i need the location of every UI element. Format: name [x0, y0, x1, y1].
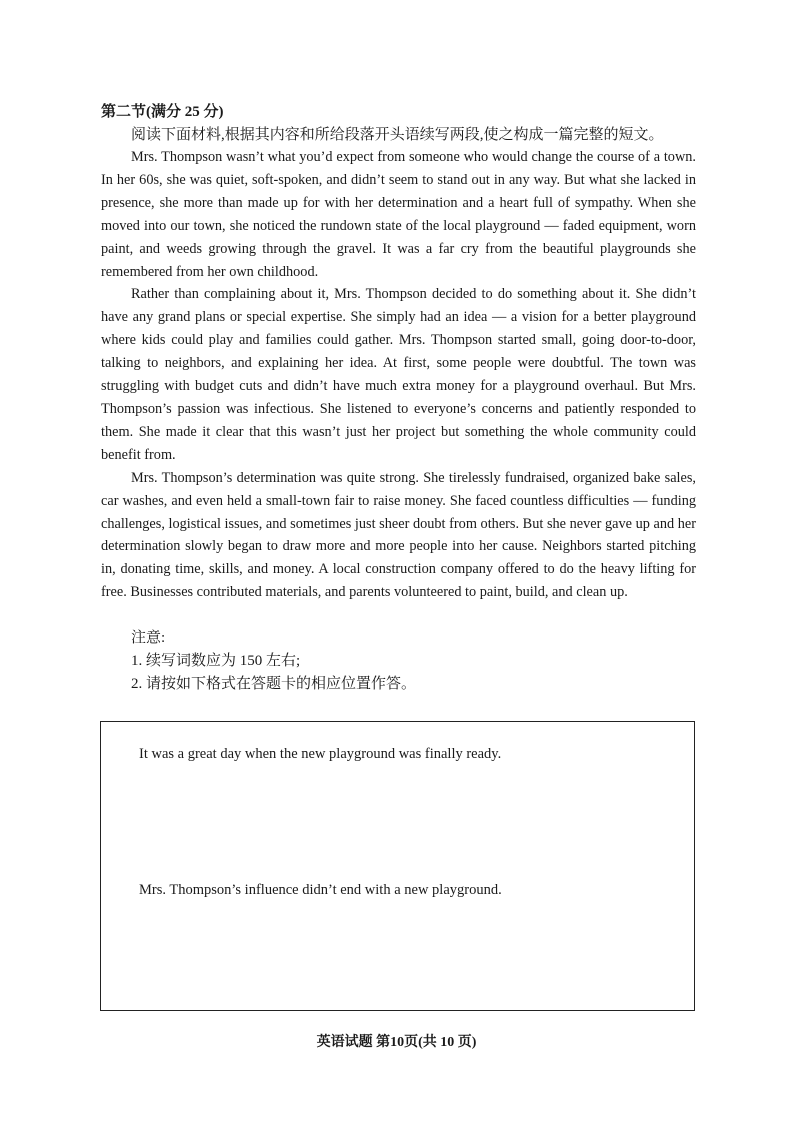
- passage-paragraph: Mrs. Thompson’s determination was quite strong. She tirelessly fundraised, organized bake sales, car washes, and even held a small-town fair to raise money. She faced countless difficulties — funding challenges, logistical issues, and sometimes just sheer doubt from others. But she never gave up and her determination slowly began to draw more and more people into her cause. Neighbors started pitching in, donating time, skills, and money. A local construction company offered to do the heavy lifting for free. Businesses contributed materials, and parents volunteered to paint, build, and clean up.: [101, 469, 696, 601]
- reading-passage: [101, 146, 696, 604]
- section-title: 第二节(满分 25 分): [101, 104, 224, 120]
- passage-paragraph: Rather than complaining about it, Mrs. Thompson decided to do something about it. She didn’t have any grand plans or special expertise. She simply had an idea — a vision for a better playground where kids could play and families could gather. Mrs. Thompson started small, going door-to-door, talking to neighbors, and explaining her idea. At first, some people were doubtful. The town was struggling with budget cuts and didn’t have much extra money for a playground overhaul. But Mrs. Thompson’s passion was infectious. She listened to everyone’s concerns and patiently responded to them. She made it clear that this wasn’t just her project but something the whole community could benefit from.: [101, 286, 696, 463]
- paragraph-one-opening: It was a great day when the new playground was finally ready.: [139, 746, 502, 762]
- paragraph-two-opening: Mrs. Thompson’s influence didn’t end with a new playground.: [139, 882, 502, 898]
- notes-block: [131, 627, 416, 696]
- passage-paragraph: Mrs. Thompson wasn’t what you’d expect from someone who would change the course of a town. In her 60s, she was quiet, soft-spoken, and didn’t seem to stand out in any way. But what she lacked in presence, she more than made up for with her determination and a heart full of sympathy. When she moved into our town, she noticed the rundown state of the local playground — faded equipment, worn paint, and weeds growing through the gravel. It was a far cry from the beautiful playgrounds she remembered from her own childhood.: [101, 149, 696, 280]
- notes-heading: 注意:: [131, 630, 166, 646]
- task-instruction: 阅读下面材料,根据其内容和所给段落开头语续写两段,使之构成一篇完整的短文。: [131, 127, 664, 143]
- page-footer: 英语试题 第10页(共 10 页): [316, 1035, 477, 1050]
- answer-box: [100, 721, 695, 1011]
- notes-item: 2. 请按如下格式在答题卡的相应位置作答。: [131, 676, 417, 692]
- notes-item: 1. 续写词数应为 150 左右;: [131, 653, 301, 669]
